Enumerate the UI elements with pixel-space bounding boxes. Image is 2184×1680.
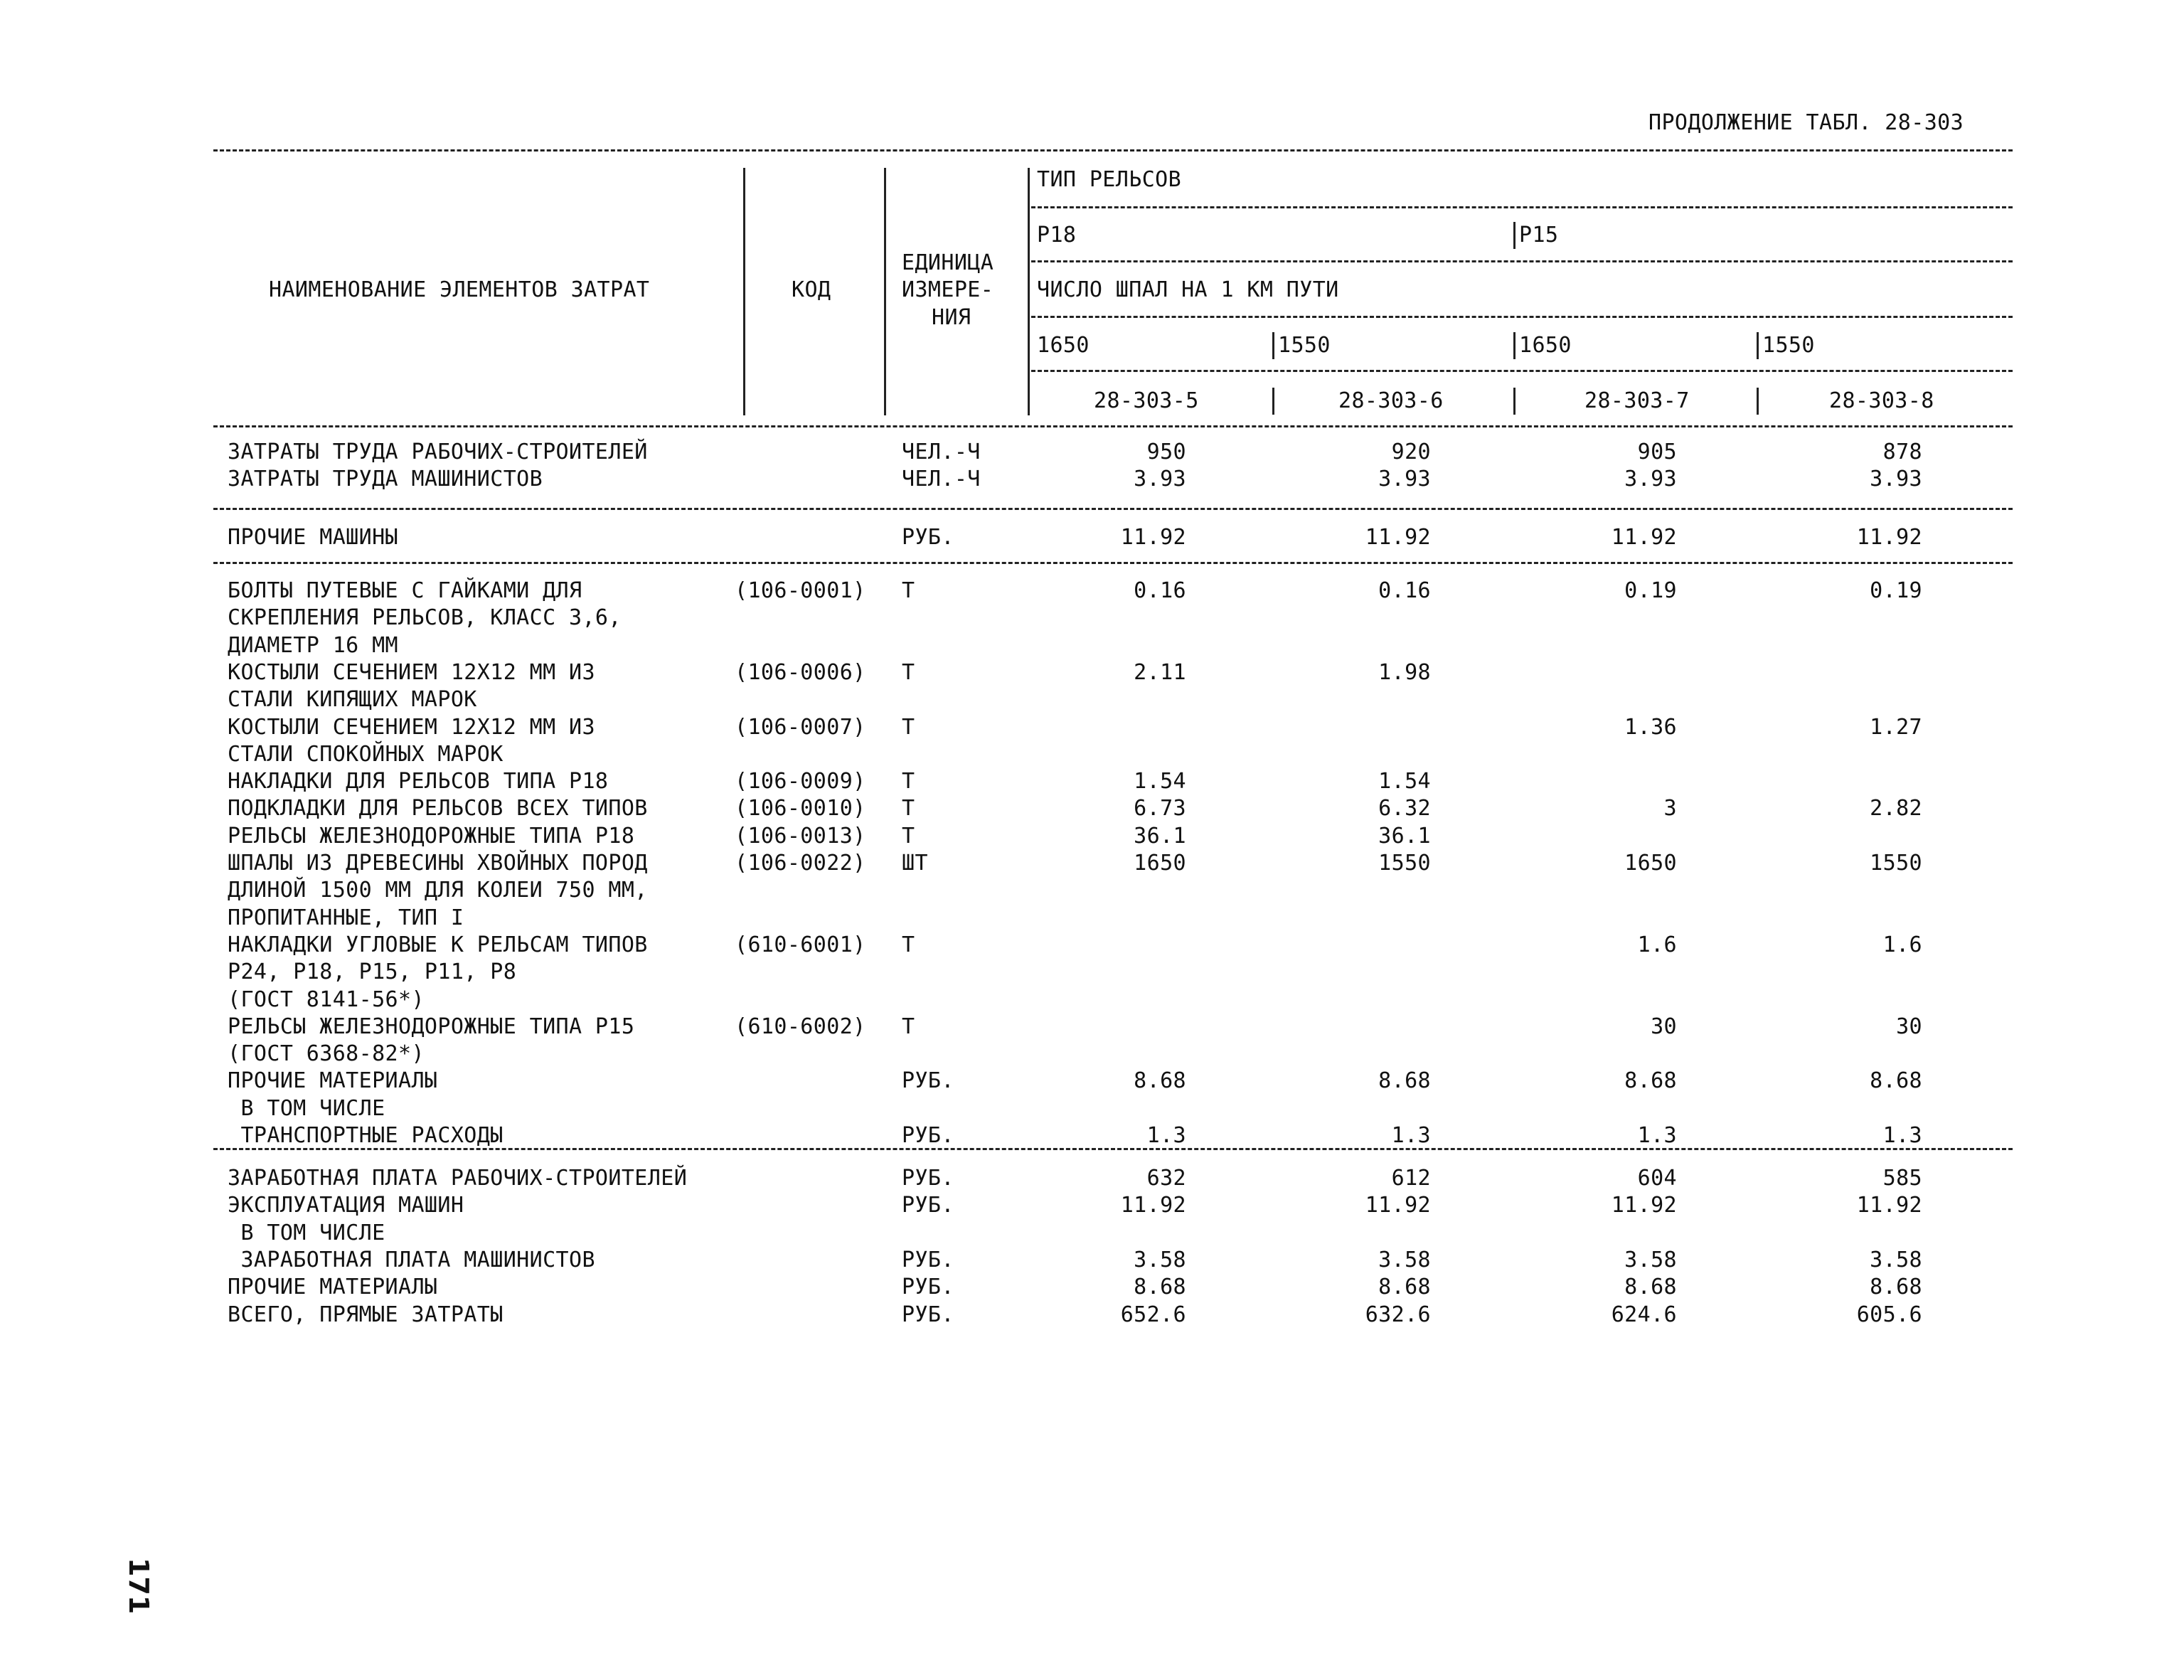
- header-rule-4: [1031, 370, 2013, 372]
- row-value-col-4: 11.92: [1856, 1193, 1922, 1218]
- row-name-line: ЗАТРАТЫ ТРУДА РАБОЧИХ-СТРОИТЕЛЕЙ: [228, 440, 648, 464]
- row-value-col-2: 8.68: [1378, 1275, 1431, 1300]
- row-value-col-4: 0.19: [1870, 578, 1922, 603]
- row-unit: Т: [902, 932, 915, 957]
- row-name-line: (ГОСТ 8141-56*): [228, 987, 425, 1012]
- continuation-title: ПРОДОЛЖЕНИЕ ТАБЛ. 28-303: [1648, 110, 1964, 135]
- row-value-col-2: 11.92: [1365, 525, 1431, 550]
- row-value-col-1: 11.92: [1120, 1193, 1186, 1218]
- row-value-col-1: 1650: [1134, 851, 1186, 876]
- header-sleeper-count-4: 1550: [1762, 333, 1815, 358]
- row-name-line: КОСТЫЛИ СЕЧЕНИЕМ 12Х12 ММ ИЗ: [228, 714, 595, 740]
- header-rule-1: [1031, 206, 2013, 208]
- row-value-col-3: 1.6: [1637, 932, 1677, 957]
- row-value-col-1: 36.1: [1134, 823, 1186, 849]
- row-unit: РУБ.: [902, 1302, 954, 1327]
- row-value-col-3: 1.3: [1637, 1123, 1677, 1148]
- row-value-col-4: 2.82: [1870, 796, 1922, 822]
- row-value-col-3: 0.19: [1624, 578, 1677, 603]
- row-value-col-4: 8.68: [1870, 1068, 1922, 1094]
- row-unit: Т: [902, 1014, 915, 1039]
- row-name-line: ЗАТРАТЫ ТРУДА МАШИНИСТОВ: [228, 467, 543, 492]
- row-unit: ЧЕЛ.-Ч: [902, 467, 981, 492]
- row-value-col-2: 3.58: [1378, 1247, 1431, 1272]
- row-resource-code: (610-6002): [735, 1014, 866, 1039]
- header-divider-c3: [1513, 388, 1516, 415]
- row-value-col-2: 632.6: [1365, 1302, 1431, 1327]
- row-value-col-3: 8.68: [1624, 1068, 1677, 1094]
- row-name-line: ДИАМЕТР 16 ММ: [228, 632, 398, 658]
- row-value-col-2: 11.92: [1365, 1193, 1431, 1218]
- row-value-col-1: 2.11: [1134, 659, 1186, 685]
- header-name-column: НАИМЕНОВАНИЕ ЭЛЕМЕНТОВ ЗАТРАТ: [269, 277, 650, 302]
- header-divider-unit: [1028, 168, 1030, 415]
- row-value-col-4: 3.93: [1870, 467, 1922, 492]
- row-resource-code: (106-0007): [735, 714, 866, 740]
- row-value-col-4: 11.92: [1856, 525, 1922, 550]
- row-unit: Т: [902, 578, 915, 603]
- row-unit: ЧЕЛ.-Ч: [902, 440, 981, 464]
- row-value-col-1: 950: [1146, 440, 1186, 464]
- row-name-line: НАКЛАДКИ УГЛОВЫЕ К РЕЛЬСАМ ТИПОВ: [228, 932, 648, 957]
- header-rule-3: [1031, 316, 2013, 318]
- row-name-line: ВСЕГО, ПРЯМЫЕ ЗАТРАТЫ: [228, 1302, 504, 1327]
- header-sleeper-count-2: 1550: [1278, 333, 1331, 358]
- row-resource-code: (106-0001): [735, 578, 866, 603]
- row-value-col-2: 6.32: [1378, 796, 1431, 822]
- row-value-col-1: 11.92: [1120, 525, 1186, 550]
- row-name-line: В ТОМ ЧИСЛЕ: [228, 1095, 385, 1121]
- row-unit: Т: [902, 659, 915, 685]
- row-name-line: ТРАНСПОРТНЫЕ РАСХОДЫ: [228, 1123, 504, 1148]
- header-rail-p18: Р18: [1037, 223, 1077, 248]
- row-value-col-3: 1.36: [1624, 714, 1677, 740]
- row-unit: РУБ.: [902, 1247, 954, 1272]
- header-code-4: 28-303-8: [1829, 388, 1934, 413]
- row-value-col-2: 36.1: [1378, 823, 1431, 849]
- header-divider-s4: [1757, 332, 1759, 359]
- header-sleeper-count-1: 1650: [1037, 333, 1090, 358]
- row-value-col-4: 605.6: [1856, 1302, 1922, 1327]
- row-name-line: ПРОПИТАННЫЕ, ТИП I: [228, 905, 464, 930]
- row-value-col-3: 11.92: [1611, 1193, 1677, 1218]
- row-value-col-4: 585: [1882, 1166, 1922, 1191]
- row-value-col-4: 878: [1882, 440, 1922, 464]
- row-name-line: ПОДКЛАДКИ ДЛЯ РЕЛЬСОВ ВСЕХ ТИПОВ: [228, 796, 648, 822]
- row-value-col-3: 11.92: [1611, 525, 1677, 550]
- row-value-col-1: 632: [1146, 1166, 1186, 1191]
- header-code-2: 28-303-6: [1338, 388, 1444, 413]
- header-unit-line-3: НИЯ: [932, 305, 971, 330]
- header-code-3: 28-303-7: [1584, 388, 1690, 413]
- row-name-line: КОСТЫЛИ СЕЧЕНИЕМ 12Х12 ММ ИЗ: [228, 659, 595, 685]
- row-resource-code: (106-0009): [735, 769, 866, 794]
- row-value-col-3: 624.6: [1611, 1302, 1677, 1327]
- row-name-line: СТАЛИ КИПЯЩИХ МАРОК: [228, 687, 477, 713]
- row-name-line: Р24, Р18, Р15, Р11, Р8: [228, 959, 517, 985]
- row-value-col-3: 3.58: [1624, 1247, 1677, 1272]
- header-divider-c4: [1757, 388, 1759, 415]
- row-value-col-4: 3.58: [1870, 1247, 1922, 1272]
- header-divider-s2: [1272, 332, 1274, 359]
- row-unit: Т: [902, 823, 915, 849]
- row-resource-code: (610-6001): [735, 932, 866, 957]
- row-name-line: ЭКСПЛУАТАЦИЯ МАШИН: [228, 1193, 464, 1218]
- row-value-col-3: 905: [1637, 440, 1677, 464]
- row-value-col-2: 612: [1391, 1166, 1431, 1191]
- row-resource-code: (106-0013): [735, 823, 866, 849]
- group-separator-rule: [213, 562, 2013, 564]
- row-value-col-4: 30: [1896, 1014, 1922, 1039]
- header-unit-line-2: ИЗМЕРЕ-: [902, 277, 994, 302]
- header-divider-s3: [1513, 332, 1516, 359]
- row-value-col-2: 1.98: [1378, 659, 1431, 685]
- group-separator-rule: [213, 508, 2013, 510]
- row-resource-code: (106-0010): [735, 796, 866, 822]
- row-value-col-3: 30: [1651, 1014, 1677, 1039]
- row-value-col-2: 1.3: [1391, 1123, 1431, 1148]
- row-value-col-2: 3.93: [1378, 467, 1431, 492]
- row-unit: Т: [902, 796, 915, 822]
- row-value-col-1: 1.3: [1146, 1123, 1186, 1148]
- row-name-line: ЗАРАБОТНАЯ ПЛАТА МАШИНИСТОВ: [228, 1247, 595, 1272]
- header-unit-line-1: ЕДИНИЦА: [902, 250, 994, 275]
- row-value-col-1: 8.68: [1134, 1068, 1186, 1094]
- row-name-line: СТАЛИ СПОКОЙНЫХ МАРОК: [228, 741, 504, 767]
- row-value-col-2: 0.16: [1378, 578, 1431, 603]
- row-value-col-1: 3.93: [1134, 467, 1186, 492]
- header-code-1: 28-303-5: [1094, 388, 1199, 413]
- row-unit: Т: [902, 714, 915, 740]
- row-value-col-1: 6.73: [1134, 796, 1186, 822]
- row-value-col-2: 8.68: [1378, 1068, 1431, 1094]
- row-value-col-1: 8.68: [1134, 1275, 1186, 1300]
- row-value-col-2: 1550: [1378, 851, 1431, 876]
- row-value-col-4: 1.6: [1882, 932, 1922, 957]
- row-unit: РУБ.: [902, 1166, 954, 1191]
- header-rail-type: ТИП РЕЛЬСОВ: [1037, 167, 1182, 192]
- row-name-line: (ГОСТ 6368-82*): [228, 1041, 425, 1067]
- row-value-col-3: 1650: [1624, 851, 1677, 876]
- header-code-column: КОД: [792, 277, 831, 302]
- row-unit: РУБ.: [902, 1193, 954, 1218]
- header-divider-p15: [1513, 222, 1516, 249]
- row-name-line: ШПАЛЫ ИЗ ДРЕВЕСИНЫ ХВОЙНЫХ ПОРОД: [228, 851, 648, 876]
- header-sleepers-per-km: ЧИСЛО ШПАЛ НА 1 КМ ПУТИ: [1037, 277, 1339, 302]
- row-unit: РУБ.: [902, 1068, 954, 1094]
- row-unit: РУБ.: [902, 525, 954, 550]
- row-unit: РУБ.: [902, 1275, 954, 1300]
- row-unit: ШТ: [902, 851, 928, 876]
- header-top-rule: [213, 149, 2013, 151]
- row-unit: Т: [902, 769, 915, 794]
- row-value-col-4: 8.68: [1870, 1275, 1922, 1300]
- row-value-col-1: 1.54: [1134, 769, 1186, 794]
- row-value-col-1: 3.58: [1134, 1247, 1186, 1272]
- row-value-col-4: 1.27: [1870, 714, 1922, 740]
- row-resource-code: (106-0006): [735, 659, 866, 685]
- row-value-col-2: 920: [1391, 440, 1431, 464]
- row-value-col-3: 8.68: [1624, 1275, 1677, 1300]
- row-value-col-4: 1550: [1870, 851, 1922, 876]
- row-name-line: БОЛТЫ ПУТЕВЫЕ С ГАЙКАМИ ДЛЯ: [228, 578, 582, 603]
- row-value-col-2: 1.54: [1378, 769, 1431, 794]
- row-value-col-1: 652.6: [1120, 1302, 1186, 1327]
- row-value-col-4: 1.3: [1882, 1123, 1922, 1148]
- row-name-line: ДЛИНОЙ 1500 ММ ДЛЯ КОЛЕИ 750 ММ,: [228, 878, 648, 903]
- row-name-line: РЕЛЬСЫ ЖЕЛЕЗНОДОРОЖНЫЕ ТИПА Р18: [228, 823, 635, 849]
- row-unit: РУБ.: [902, 1123, 954, 1148]
- row-value-col-3: 3.93: [1624, 467, 1677, 492]
- row-value-col-1: 0.16: [1134, 578, 1186, 603]
- row-name-line: НАКЛАДКИ ДЛЯ РЕЛЬСОВ ТИПА Р18: [228, 769, 609, 794]
- header-divider-name: [743, 168, 745, 415]
- row-resource-code: (106-0022): [735, 851, 866, 876]
- row-name-line: В ТОМ ЧИСЛЕ: [228, 1220, 385, 1245]
- header-divider-c2: [1272, 388, 1274, 415]
- row-name-line: СКРЕПЛЕНИЯ РЕЛЬСОВ, КЛАСС 3,6,: [228, 605, 622, 631]
- row-name-line: РЕЛЬСЫ ЖЕЛЕЗНОДОРОЖНЫЕ ТИПА Р15: [228, 1014, 635, 1039]
- row-name-line: ПРОЧИЕ МАТЕРИАЛЫ: [228, 1275, 438, 1300]
- header-sleeper-count-3: 1650: [1519, 333, 1572, 358]
- header-divider-code: [884, 168, 886, 415]
- header-rail-p15: Р15: [1519, 223, 1559, 248]
- header-bottom-rule: [213, 425, 2013, 427]
- row-name-line: ПРОЧИЕ МАШИНЫ: [228, 525, 398, 550]
- header-rule-2: [1031, 260, 2013, 262]
- row-name-line: ПРОЧИЕ МАТЕРИАЛЫ: [228, 1068, 438, 1094]
- row-value-col-3: 3: [1663, 796, 1677, 822]
- row-name-line: ЗАРАБОТНАЯ ПЛАТА РАБОЧИХ-СТРОИТЕЛЕЙ: [228, 1166, 688, 1191]
- page-number: 171: [123, 1558, 154, 1615]
- row-value-col-3: 604: [1637, 1166, 1677, 1191]
